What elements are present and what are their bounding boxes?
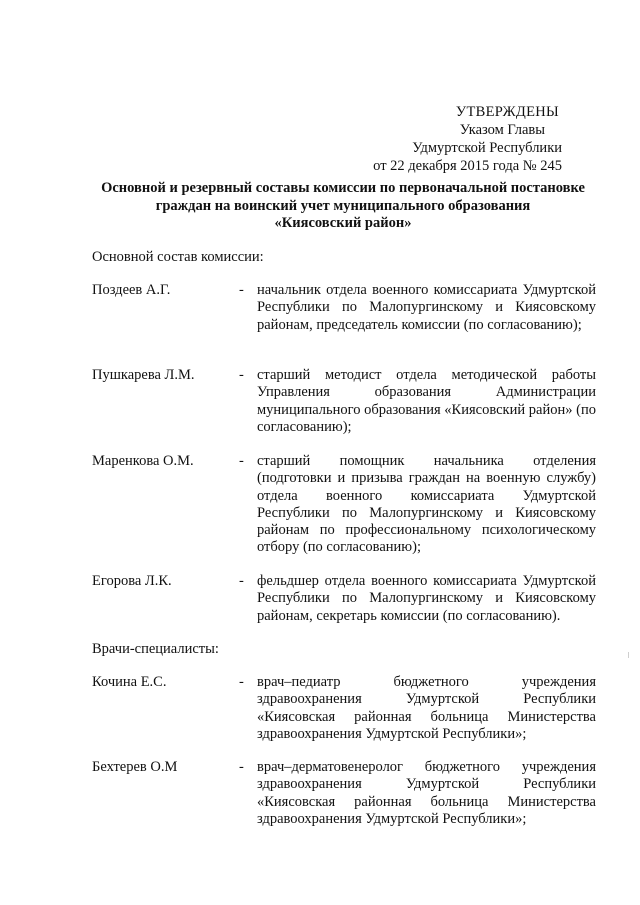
member-dash: - bbox=[239, 674, 244, 690]
approval-stamp bbox=[340, 103, 595, 175]
main-composition-label: Основной состав комиссии: bbox=[92, 249, 264, 265]
document-title-line-3: «Киясовский район» bbox=[274, 215, 412, 231]
member-dash: - bbox=[239, 367, 244, 383]
member-role: врач–дерматовенеролог бюджетного учреждения здравоохранения Удмуртской Республики «Киясовская районная больница Министерства здравоохранения Удмуртской Республики»; bbox=[257, 759, 596, 827]
member-dash: - bbox=[239, 573, 244, 589]
member-name: Пушкарева Л.М. bbox=[92, 367, 195, 383]
member-name: Кочина Е.С. bbox=[92, 674, 167, 690]
member-role: врач–педиатр бюджетного учреждения здравоохранения Удмуртской Республики «Киясовская районная больница Министерства здравоохранения Удмуртской Республики»; bbox=[257, 674, 596, 742]
document-title-line-2: граждан на воинский учет муниципального образования bbox=[155, 197, 531, 214]
member-name: Поздеев А.Г. bbox=[92, 282, 171, 298]
member-dash: - bbox=[239, 282, 244, 298]
scan-margin-mark bbox=[628, 652, 629, 658]
approval-date: от 22 декабря 2015 года № 245 bbox=[373, 158, 562, 174]
member-dash: - bbox=[239, 759, 244, 775]
document-title bbox=[88, 180, 598, 233]
member-role: старший методист отдела методической работы Управления образования Администрации муниципального образования «Киясовский район» (по согласованию); bbox=[257, 367, 596, 435]
member-name: Егорова Л.К. bbox=[92, 573, 172, 589]
member-role: старший помощник начальника отделения (подготовки и призыва граждан на военную службу) отдела военного комиссариата Удмуртской Республики по Малопургинскому и Киясовскому районам по профессиональному психологическому отбору (по согласованию); bbox=[257, 453, 596, 556]
member-role: начальник отдела военного комиссариата Удмуртской Республики по Малопургинскому и Киясовскому районам, председатель комиссии (по согласованию); bbox=[257, 282, 596, 333]
specialists-label: Врачи-специалисты: bbox=[92, 641, 219, 657]
document-title-line-1: Основной и резервный составы комиссии по первоначальной постановке bbox=[101, 180, 585, 196]
approval-title: УТВЕРЖДЕНЫ bbox=[455, 104, 559, 120]
approval-republic: Удмуртской Республики bbox=[412, 140, 562, 156]
member-name: Маренкова О.М. bbox=[92, 453, 194, 469]
member-role: фельдшер отдела военного комиссариата Удмуртской Республики по Малопургинскому и Киясовскому районам, секретарь комиссии (по согласованию). bbox=[257, 573, 596, 624]
member-name: Бехтерев О.М bbox=[92, 759, 178, 775]
member-dash: - bbox=[239, 453, 244, 469]
approval-decree: Указом Главы bbox=[459, 122, 545, 138]
